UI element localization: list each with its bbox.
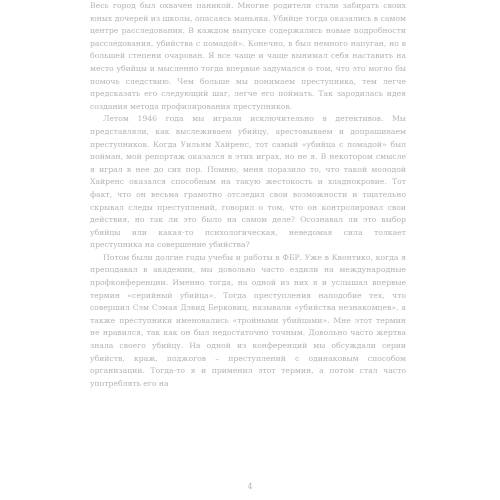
paragraph-3: Потом были долгие годы учебы и работы в ФБР. Уже в Квонтико, когда я преподавал в академии, мы довольно часто ездили на международные профконференции. Именно тогда, на одной из них я и услышал впервые термин «серийный убийца». Тогда преступления наподобие тех, что совершил Сэм Сэмая Дэвид Берковиц, называли «убийства незнакомцев», а также преступники именовались «тройными убийцами». Мне этот термин не нравился, так как он был недостаточно точным. Довольно часто жертва знала своего убийцу. На одной из конференций мы обсуждали серии убийств, краж, поджогов – преступлений с одинаковым способом организации. Тогда-то я и применил этот термин, а потом стал часто употреблять его на	[90, 252, 406, 388]
paragraph-1: Весь город был охвачен паникой. Многие родители стали забирать своих юных дочерей из школы, опасаясь маньяка. Убийце тогда оказались в самом центре расследования. В каждом выпуске содержались новые подробности расследования, убийства с помадой». Конечно, в был немного напуган, но в большей степени очарован. Я все чаще и чаще вынимал себя наставить на место убийцы и мысленно тогда впервые задумался о том, что это могло бы помочь следствию. Чем больше мы понимаем преступника, тем легче предсказать его следующий шаг, легче его поймать. Так зародилась идея создания метода профилирования преступников.	[90, 1, 406, 111]
body-text	[90, 0, 406, 390]
page-number: 4	[247, 482, 253, 491]
paragraph-2: Летом 1946 года мы играли исключительно в детективов. Мы представляли, как выслеживаем убийцу, арестовываем и допрашиваем преступников. Когда Уильям Хайренс, тот самый «убийца с помадой» был пойман, мой репортаж оказался в этих играх, но не я. В некотором смысле я играл в нее до сих пор. Помню, меня поразило то, что такой молодой Хайренс оказался способным на такую жестокость и хладнокровие. Тот факт, что он весьма грамотно отследил свои возможности и тщательно скрывал следы преступлений, говорил о том, что он контролировал свои действия, но так ли это было на самом деле? Осознавал ли это выбор убийцы или какая-то психологическая, неведомая сила толкает преступника на совершение убийства?	[90, 114, 406, 250]
